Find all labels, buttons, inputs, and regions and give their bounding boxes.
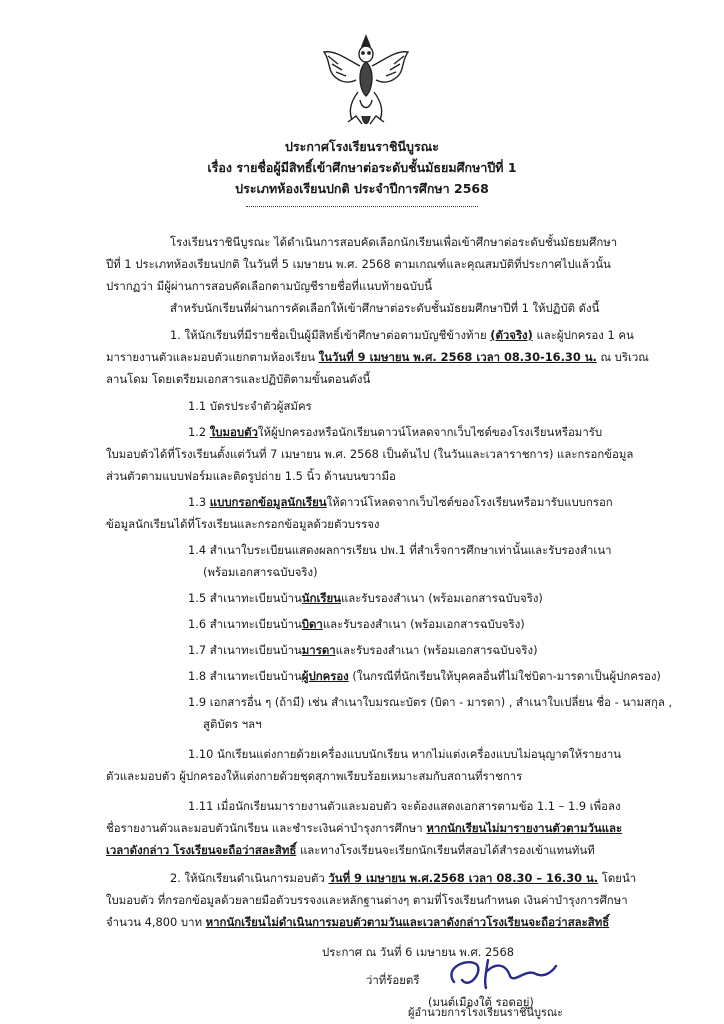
title-divider <box>246 206 478 207</box>
item-1-6: 1.6 สำเนาทะเบียนบ้านบิดาและรับรองสำเนา (พร้อมเอกสารฉบับจริง) <box>188 617 525 631</box>
intro-paragraph-line: ปรากฏว่า มีผู้ผ่านการสอบคัดเลือกตามบัญชีรายชื่อที่แนบท้ายฉบับนี้ <box>106 279 432 293</box>
item-1-1: 1.1 บัตรประจำตัวผู้สมัคร <box>188 399 312 413</box>
item-1-8: 1.8 สำเนาทะเบียนบ้านผู้ปกครอง (ในกรณีที่นักเรียนให้บุคคลอื่นที่ไม่ใช่บิดา-มารดาเป็นผู้ปกครอง) <box>188 669 661 683</box>
item-1-5: 1.5 สำเนาทะเบียนบ้านนักเรียนและรับรองสำเนา (พร้อมเอกสารฉบับจริง) <box>188 591 543 605</box>
announcement-date: ประกาศ ณ วันที่ 6 เมษายน พ.ศ. 2568 <box>322 945 514 959</box>
signer-rank: ว่าที่ร้อยตรี <box>366 973 420 987</box>
signer-name: (มนต์เมืองใต้ รอดอยู่) <box>428 995 534 1009</box>
signer-position: ผู้อำนวยการโรงเรียนราชินีบูรณะ <box>408 1006 564 1019</box>
item-1-10: 1.10 นักเรียนแต่งกายด้วยเครื่องแบบนักเรียน หากไม่แต่งเครื่องแบบไม่อนุญาตให้รายงาน <box>188 747 622 761</box>
item-1-line: 1. ให้นักเรียนที่มีรายชื่อเป็นผู้มีสิทธิ์เข้าศึกษาต่อตามบัญชีข้างท้าย (ตัวจริง) และผู้ปกครอง 1 คน <box>170 328 634 342</box>
item-1-10-line: ตัวและมอบตัว ผู้ปกครองให้แต่งกายด้วยชุดสุภาพเรียบร้อยเหมาะสมกับสถานที่ราชการ <box>106 769 523 783</box>
notice-subject: เรื่อง รายชื่อผู้มีสิทธิ์เข้าศึกษาต่อระดับชั้นมัธยมศึกษาปีที่ 1 <box>207 160 517 175</box>
item-1-line: มารายงานตัวและมอบตัวแยกตามห้องเรียน ในวันที่ 9 เมษายน พ.ศ. 2568 เวลา 08.30-16.30 น. ณ บริเวณ <box>106 350 649 364</box>
intro-paragraph-line: ปีที่ 1 ประเภทห้องเรียนปกติ ในวันที่ 5 เมษายน พ.ศ. 2568 ตามเกณฑ์และคุณสมบัติที่ประกาศไปแล้วนั้น <box>106 257 611 271</box>
signature-icon <box>440 954 560 994</box>
instructions-intro: สำหรับนักเรียนที่ผ่านการคัดเลือกให้เข้าศึกษาต่อระดับชั้นมัธยมศึกษาปีที่ 1 ให้ปฏิบัติ ดังนี้ <box>170 301 600 315</box>
item-1-7: 1.7 สำเนาทะเบียนบ้านมารดาและรับรองสำเนา (พร้อมเอกสารฉบับจริง) <box>188 643 538 657</box>
item-1-line: ลานโดม โดยเตรียมเอกสารและปฏิบัติตามขั้นตอนดังนี้ <box>106 372 371 386</box>
item-1-2-line: ใบมอบตัวได้ที่โรงเรียนตั้งแต่วันที่ 7 เมษายน พ.ศ. 2568 เป็นต้นไป (ในวันและเวลาราชการ) และกรอกข้อมูล <box>106 447 634 461</box>
item-1-11: 1.11 เมื่อนักเรียนมารายงานตัวและมอบตัว จะต้องแสดงเอกสารตามข้อ 1.1 – 1.9 เพื่อลง <box>188 799 621 813</box>
item-1-9: 1.9 เอกสารอื่น ๆ (ถ้ามี) เช่น สำเนาใบมรณะบัตร (บิดา - มารดา) , สำเนาใบเปลี่ยน ชื่อ - นามสกุล , <box>188 695 673 709</box>
notice-title: ประกาศโรงเรียนราชินีบูรณะ <box>285 139 439 154</box>
item-1-11-line: เวลาดังกล่าว โรงเรียนจะถือว่าสละสิทธิ์ และทางโรงเรียนจะเรียกนักเรียนที่สอบได้สำรองเข้าแทนทันที <box>106 843 595 857</box>
item-1-11-line: ชื่อรายงานตัวและมอบตัวนักเรียน และชำระเงินค่าบำรุงการศึกษา หากนักเรียนไม่มารายงานตัวตามวันและ <box>106 821 623 835</box>
item-1-4: 1.4 สำเนาใบระเบียนแสดงผลการเรียน ปพ.1 ที่สำเร็จการศึกษาเท่านั้นและรับรองสำเนา <box>188 543 612 557</box>
item-1-9-line: สูติบัตร ฯลฯ <box>203 717 262 731</box>
item-1-2-line: ส่วนตัวตามแบบฟอร์มและติดรูปถ่าย 1.5 นิ้ว ด้านบนขวามือ <box>106 469 396 483</box>
item-2-line: จำนวน 4,800 บาท หากนักเรียนไม่ดำเนินการมอบตัวตามวันและเวลาดังกล่าวโรงเรียนจะถือว่าสละสิทธิ์ <box>106 915 610 929</box>
item-1-2: 1.2 ใบมอบตัวให้ผู้ปกครองหรือนักเรียนดาวน์โหลดจากเว็บไซต์ของโรงเรียนหรือมารับ <box>188 425 603 439</box>
item-2: 2. ให้นักเรียนดำเนินการมอบตัว วันที่ 9 เมษายน พ.ศ.2568 เวลา 08.30 – 16.30 น. โดยนำ <box>170 871 637 885</box>
item-1-3-line: ข้อมูลนักเรียนได้ที่โรงเรียนและกรอกข้อมูลด้วยตัวบรรจง <box>106 517 380 531</box>
notice-category: ประเภทห้องเรียนปกติ ประจำปีการศึกษา 2568 <box>235 181 489 196</box>
item-1-3: 1.3 แบบกรอกข้อมูลนักเรียนให้ดาวน์โหลดจากเว็บไซต์ของโรงเรียนหรือมารับแบบกรอก <box>188 495 613 509</box>
intro-paragraph-line: โรงเรียนราชินีบูรณะ ได้ดำเนินการสอบคัดเลือกนักเรียนเพื่อเข้าศึกษาต่อระดับชั้นมัธยมศึกษา <box>170 235 618 249</box>
item-1-4-line: (พร้อมเอกสารฉบับจริง) <box>203 565 318 579</box>
item-2-line: ใบมอบตัว ที่กรอกข้อมูลด้วยลายมือตัวบรรจงและหลักฐานต่างๆ ตามที่โรงเรียนกำหนด เงินค่าบำรุงการศึกษา <box>106 893 628 907</box>
garuda-emblem-icon <box>318 30 414 130</box>
